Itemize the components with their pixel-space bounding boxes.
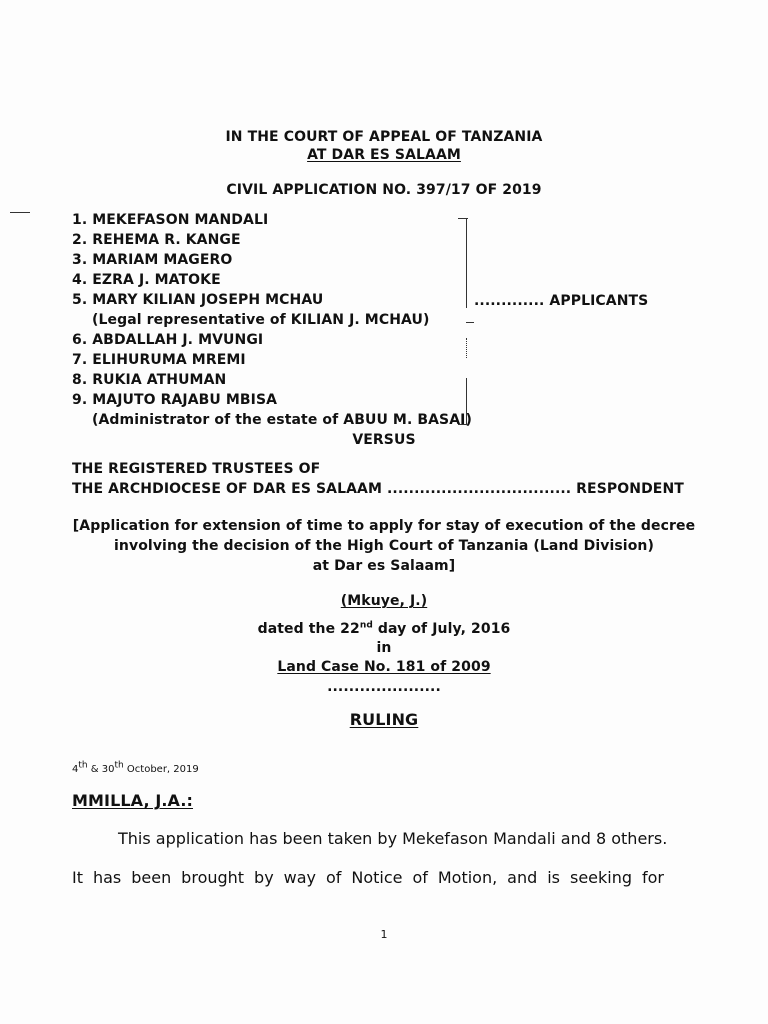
respondent-line-1: THE REGISTERED TRUSTEES OF xyxy=(72,461,321,477)
land-case: Land Case No. 181 of 2009 xyxy=(277,659,491,675)
applicant-2: 2. REHEMA R. KANGE xyxy=(72,232,241,248)
bracket-mid xyxy=(466,322,474,323)
hearing-date-a: 4 xyxy=(72,764,79,775)
applicants-label: ............. APPLICANTS xyxy=(474,293,649,309)
hearing-date-rest: October, 2019 xyxy=(123,764,199,775)
applicant-1: 1. MEKEFASON MANDALI xyxy=(72,212,269,228)
application-description-1: [Application for extension of time to apply for stay of execution of the decree xyxy=(72,518,696,534)
scan-mark xyxy=(10,212,30,213)
bracket-line-upper xyxy=(466,218,467,308)
dated-sup: nd xyxy=(359,620,373,631)
dated-line xyxy=(0,621,768,637)
hearing-date-b-sup: th xyxy=(114,760,124,771)
dots-separator: ..................... xyxy=(327,679,441,695)
bracket-line-middle xyxy=(466,338,467,358)
applicant-7: 7. ELIHURUMA MREMI xyxy=(72,352,246,368)
hearing-date-a-sup: th xyxy=(78,760,88,771)
applicant-9-note: (Administrator of the estate of ABUU M. BASAI) xyxy=(92,412,472,428)
ruling-title: RULING xyxy=(349,710,419,729)
applicant-4: 4. EZRA J. MATOKE xyxy=(72,272,221,288)
paragraph-line-1: This application has been taken by Mekefason Mandali and 8 others. xyxy=(118,829,668,848)
applicant-6: 6. ABDALLAH J. MVUNGI xyxy=(72,332,264,348)
paragraph-line-2: It has been brought by way of Notice of Motion, and is seeking for xyxy=(72,868,664,887)
judge-name: MMILLA, J.A.: xyxy=(72,791,194,810)
versus: VERSUS xyxy=(352,432,416,448)
dated-prefix: dated the 22 xyxy=(257,621,360,637)
application-description-2: involving the decision of the High Court of Tanzania (Land Division) xyxy=(114,538,654,554)
court-location: AT DAR ES SALAAM xyxy=(307,147,461,163)
applicant-3: 3. MARIAM MAGERO xyxy=(72,252,233,268)
applicant-5-note: (Legal representative of KILIAN J. MCHAU) xyxy=(92,312,430,328)
bracket-bottom xyxy=(458,424,468,425)
application-description-3: at Dar es Salaam] xyxy=(312,558,456,574)
hearing-dates xyxy=(72,760,199,775)
bracket-line-lower xyxy=(466,378,467,424)
applicant-8: 8. RUKIA ATHUMAN xyxy=(72,372,227,388)
origin-judge: (Mkuye, J.) xyxy=(340,593,428,609)
respondent-line-2: THE ARCHDIOCESE OF DAR ES SALAAM .................................. RESPONDENT xyxy=(72,481,684,497)
dated-suffix: day of July, 2016 xyxy=(372,621,511,637)
applicant-9: 9. MAJUTO RAJABU MBISA xyxy=(72,392,278,408)
page-number: 1 xyxy=(380,928,388,941)
application-number: CIVIL APPLICATION NO. 397/17 OF 2019 xyxy=(226,182,542,198)
in-word: in xyxy=(376,640,392,656)
applicant-5: 5. MARY KILIAN JOSEPH MCHAU xyxy=(72,292,324,308)
court-title: IN THE COURT OF APPEAL OF TANZANIA xyxy=(225,129,543,145)
hearing-date-mid: & 30 xyxy=(87,764,115,775)
